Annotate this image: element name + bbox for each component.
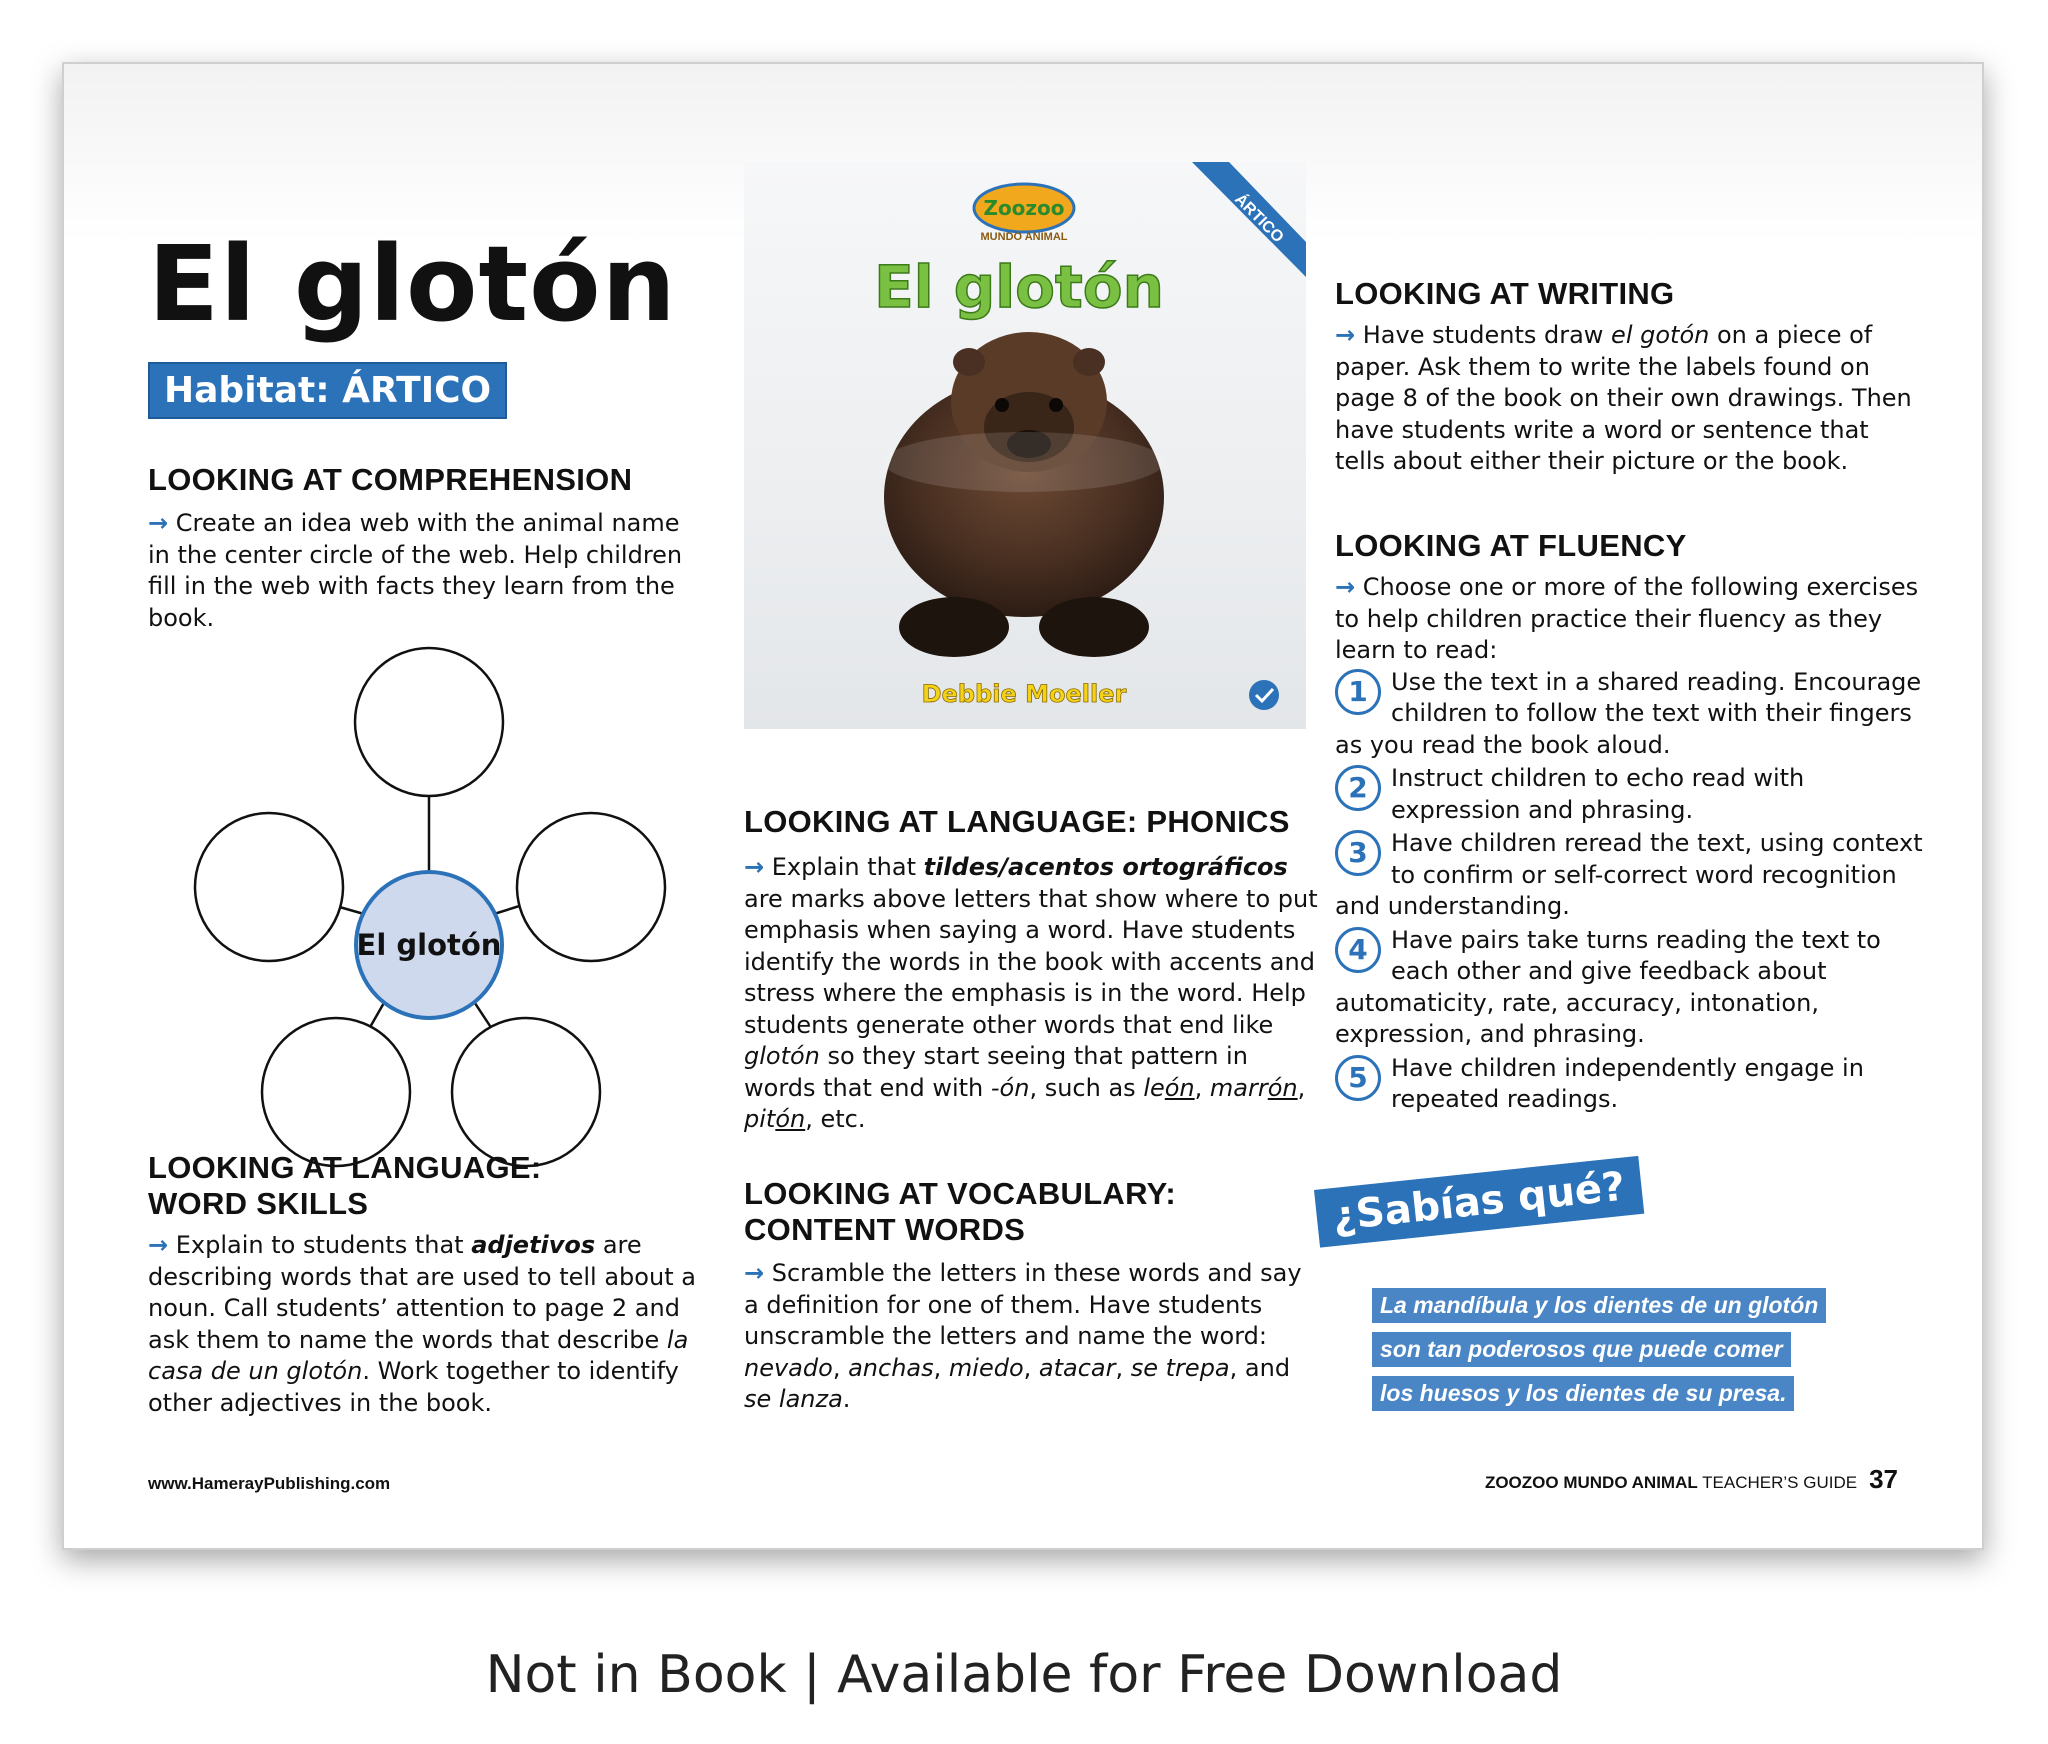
fluency-intro: → Choose one or more of the following exercises to help children practice their fluency as they learn to read: xyxy=(1335,573,1919,664)
wolverine-illustration xyxy=(884,332,1164,657)
arrow-icon: → xyxy=(1335,573,1356,601)
phonics-text: → Explain that tildes/acentos ortográficos are marks above letters that show where to put emphasis when saying a word. Have students identify the words in the book with accents and stress where the emphasis is in the word. Help students generate other words that end like glotón so they start seeing that pattern in words that end with -ón, such as león, marrón, pitón, etc. xyxy=(744,853,1318,1133)
word-skills-section xyxy=(148,1150,708,1419)
series-logo-text: Zoozoo xyxy=(983,196,1065,220)
web-circle-right xyxy=(517,813,665,961)
fluency-item: 5 Have children independently engage in repeated readings. xyxy=(1335,1053,1925,1116)
arrow-icon: → xyxy=(148,509,169,537)
fact-line: los huesos y los dientes de su presa. xyxy=(1372,1376,1794,1411)
writing-section xyxy=(1335,276,1925,478)
did-you-know-fact xyxy=(1372,1288,1932,1420)
vocabulary-text: → Scramble the letters in these words and say a definition for one of them. Have students unscramble the letters and name the word: nevado, anchas, miedo, atacar, se trepa, and se lanza. xyxy=(744,1259,1302,1413)
writing-heading: LOOKING AT WRITING xyxy=(1335,276,1675,311)
download-caption: Not in Book | Available for Free Download xyxy=(485,1645,1563,1705)
comprehension-heading: LOOKING AT COMPREHENSION xyxy=(148,462,633,497)
number-badge: 1 xyxy=(1335,669,1381,715)
word-skills-text: → Explain to students that adjetivos are describing words that are used to tell about a noun. Call students’ attention to page 2 and ask them to name the words that describe la casa de un glotón. Work together to identify other adjectives in the book. xyxy=(148,1231,696,1417)
fluency-item: 1 Use the text in a shared reading. Encourage children to follow the text with their fingers as you read the book aloud. xyxy=(1335,667,1922,759)
phonics-heading: LOOKING AT LANGUAGE: PHONICS xyxy=(744,804,1290,839)
fluency-item: 2 Instruct children to echo read with expression and phrasing. xyxy=(1335,763,1925,826)
cover-author: Debbie Moeller xyxy=(921,680,1127,708)
arrow-icon: → xyxy=(744,853,765,881)
fluency-list xyxy=(1335,667,1925,1116)
arrow-icon: → xyxy=(148,1231,169,1259)
number-badge: 2 xyxy=(1335,765,1381,811)
phonics-section xyxy=(744,804,1319,1136)
fluency-item: 4 Have pairs take turns reading the text to each other and give feedback about automaticity, rate, accuracy, intonation, expression, and phrasing. xyxy=(1335,925,1881,1048)
fluency-item: 3 Have children reread the text, using context to confirm or self-correct word recognition and understanding. xyxy=(1335,829,1923,920)
footer-series: ZOOZOO MUNDO ANIMAL TEACHER’S GUIDE 37 xyxy=(1484,1464,1898,1494)
check-badge-icon xyxy=(1249,680,1279,710)
fact-line: son tan poderosos que puede comer xyxy=(1372,1332,1791,1367)
fluency-heading: LOOKING AT FLUENCY xyxy=(1335,528,1687,563)
guide-page xyxy=(62,62,1984,1550)
book-cover-image xyxy=(744,162,1306,729)
series-logo-sub: MUNDO ANIMAL xyxy=(980,231,1068,243)
arrow-icon: → xyxy=(1335,321,1356,349)
cover-ribbon-text: ÁRTICO xyxy=(1231,190,1287,247)
fact-line: La mandíbula y los dientes de un glotón xyxy=(1372,1288,1826,1323)
vocabulary-heading: LOOKING AT VOCABULARY: CONTENT WORDS xyxy=(744,1176,1176,1247)
cover-title: El glotón xyxy=(874,253,1164,321)
comprehension-section xyxy=(148,462,708,634)
page-number: 37 xyxy=(1869,1464,1898,1494)
comprehension-text: → Create an idea web with the animal name in the center circle of the web. Help children fill in the web with facts they learn from the book. xyxy=(148,509,683,632)
vocabulary-section xyxy=(744,1176,1319,1416)
word-skills-heading: LOOKING AT LANGUAGE: WORD SKILLS xyxy=(148,1150,542,1221)
page-title: El glotón xyxy=(148,223,677,345)
fluency-section xyxy=(1335,528,1925,1118)
web-center-label: El glotón xyxy=(356,928,502,962)
did-you-know-badge: ¿Sabías qué? xyxy=(1314,1156,1644,1248)
number-badge: 5 xyxy=(1335,1055,1381,1101)
footer-website: www.HamerayPublishing.com xyxy=(148,1474,391,1493)
number-badge: 3 xyxy=(1335,830,1381,876)
writing-text: → Have students draw el gotón on a piece of paper. Ask them to write the labels found on page 8 of the book on their own drawings. Then have students write a word or sentence that tells about either their picture or the book. xyxy=(1335,321,1912,475)
web-circle-bottom-left xyxy=(262,1018,410,1166)
arrow-icon: → xyxy=(744,1259,765,1287)
cover-illustration xyxy=(744,162,1306,729)
web-circle-left xyxy=(195,813,343,961)
idea-web-diagram xyxy=(174,624,694,1184)
web-circle-bottom-right xyxy=(452,1018,600,1166)
web-circle-top xyxy=(355,648,503,796)
number-badge: 4 xyxy=(1335,927,1381,973)
habitat-badge: Habitat: ÁRTICO xyxy=(148,362,507,419)
